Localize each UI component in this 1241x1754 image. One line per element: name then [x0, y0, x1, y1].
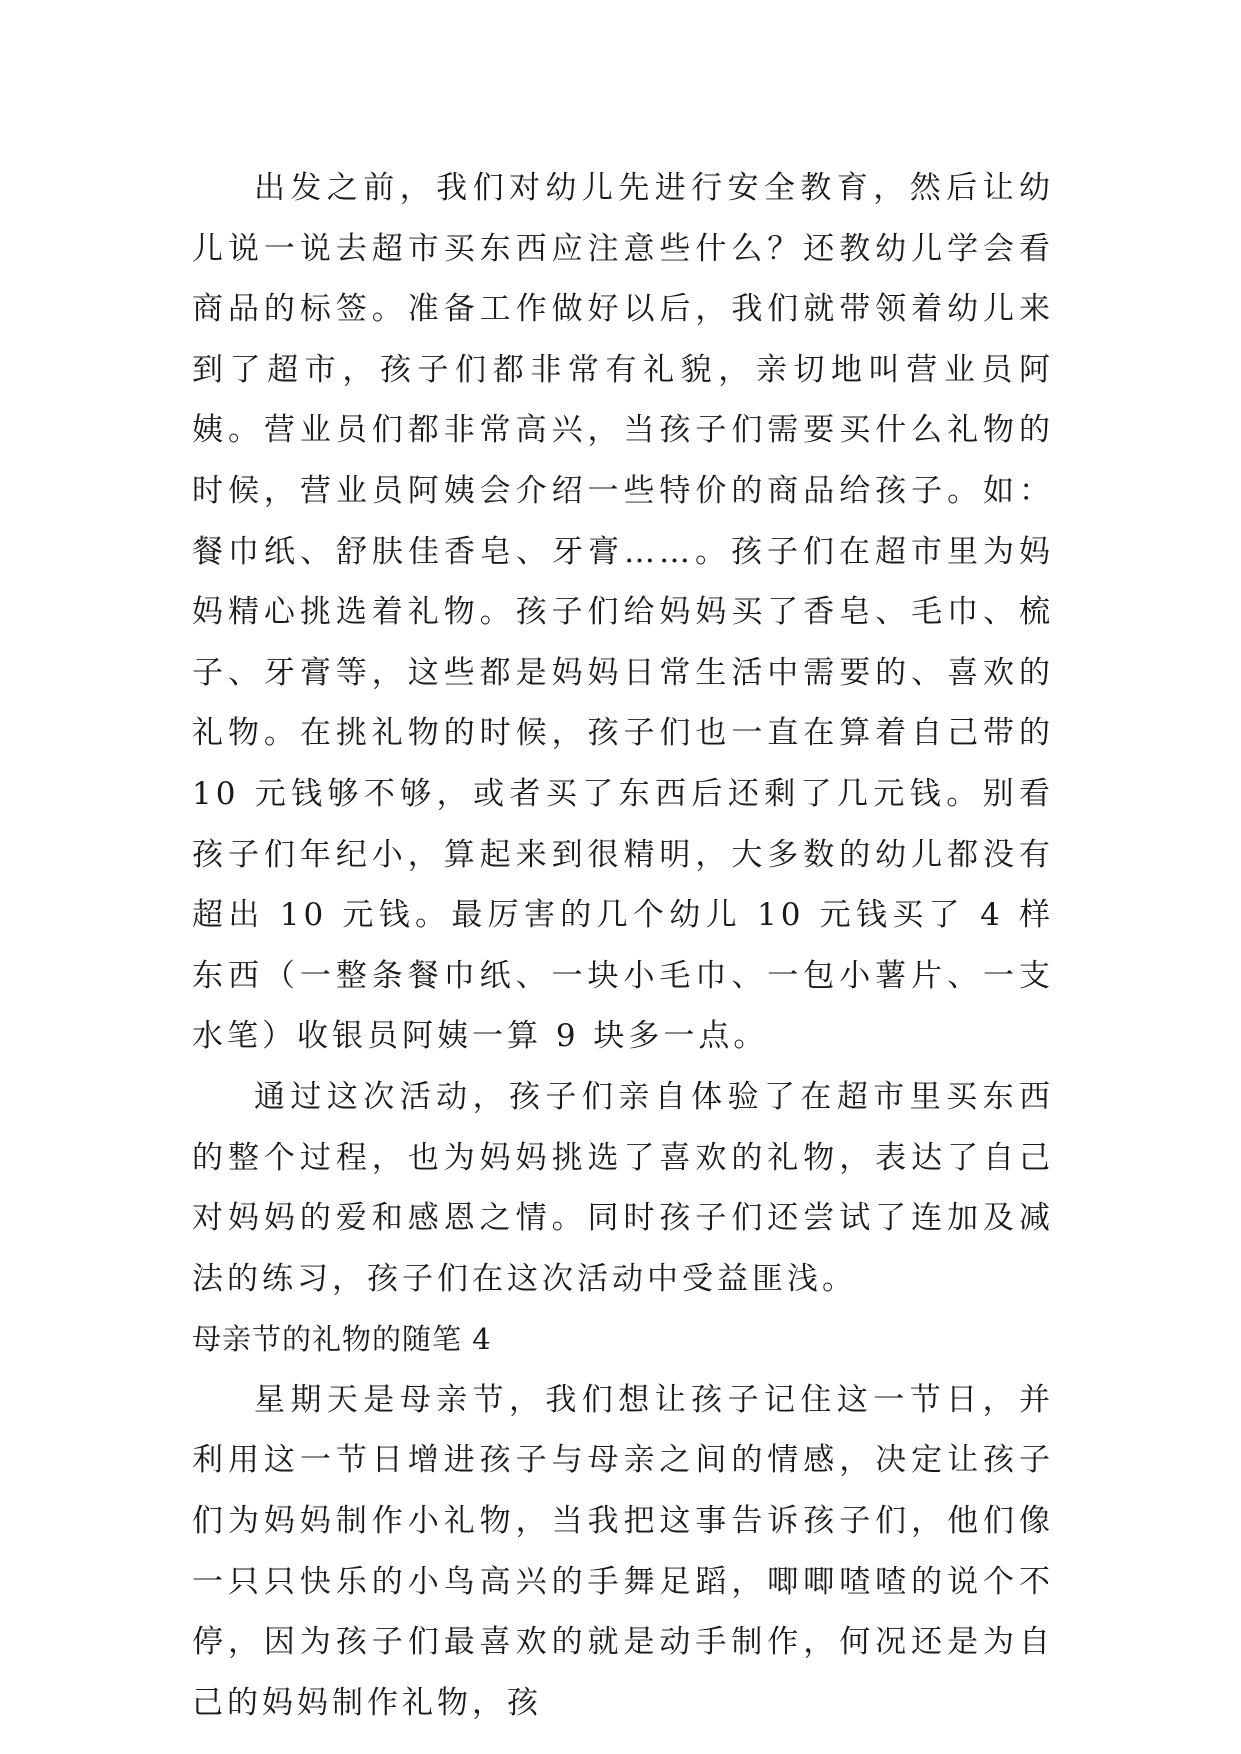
paragraph-mothers-day: 星期天是母亲节，我们想让孩子记住这一节日，并利用这一节日增进孩子与母亲之间的情感，决定让孩子们为妈妈制作小礼物，当我把这事告诉孩子们，他们像一只只快乐的小鸟高兴的手舞足蹈，唧唧喳喳的说个不停，因为孩子们最喜欢的就是动手制作，何况还是为自己的妈妈制作礼物，孩: [192, 1381, 1054, 1721]
section-heading: 母亲节的礼物的随笔 4: [192, 1322, 492, 1357]
document-page: [192, 158, 1054, 1733]
paragraph-activity-summary: 通过这次活动，孩子们亲自体验了在超市里买东西的整个过程，也为妈妈挑选了喜欢的礼物，表达了自己对妈妈的爱和感恩之情。同时孩子们还尝试了连加及减法的练习，孩子们在这次活动中受益匪浅。: [192, 1078, 1054, 1297]
paragraph-supermarket-trip: 出发之前，我们对幼儿先进行安全教育，然后让幼儿说一说去超市买东西应注意些什么？还教幼儿学会看商品的标签。准备工作做好以后，我们就带领着幼儿来到了超市，孩子们都非常有礼貌，亲切地叫营业员阿姨。营业员们都非常高兴，当孩子们需要买什么礼物的时候，营业员阿姨会介绍一些特价的商品给孩子。如：餐巾纸、舒肤佳香皂、牙膏……。孩子们在超市里为妈妈精心挑选着礼物。孩子们给妈妈买了香皂、毛巾、梳子、牙膏等，这些都是妈妈日常生活中需要的、喜欢的礼物。在挑礼物的时候，孩子们也一直在算着自己带的 10 元钱够不够，或者买了东西后还剩了几元钱。别看孩子们年纪小，算起来到很精明，大多数的幼儿都没有超出 10 元钱。最厉害的几个幼儿 10 元钱买了 4 样东西（一整条餐巾纸、一块小毛巾、一包小薯片、一支水笔）收银员阿姨一算 9 块多一点。: [192, 170, 1054, 1055]
